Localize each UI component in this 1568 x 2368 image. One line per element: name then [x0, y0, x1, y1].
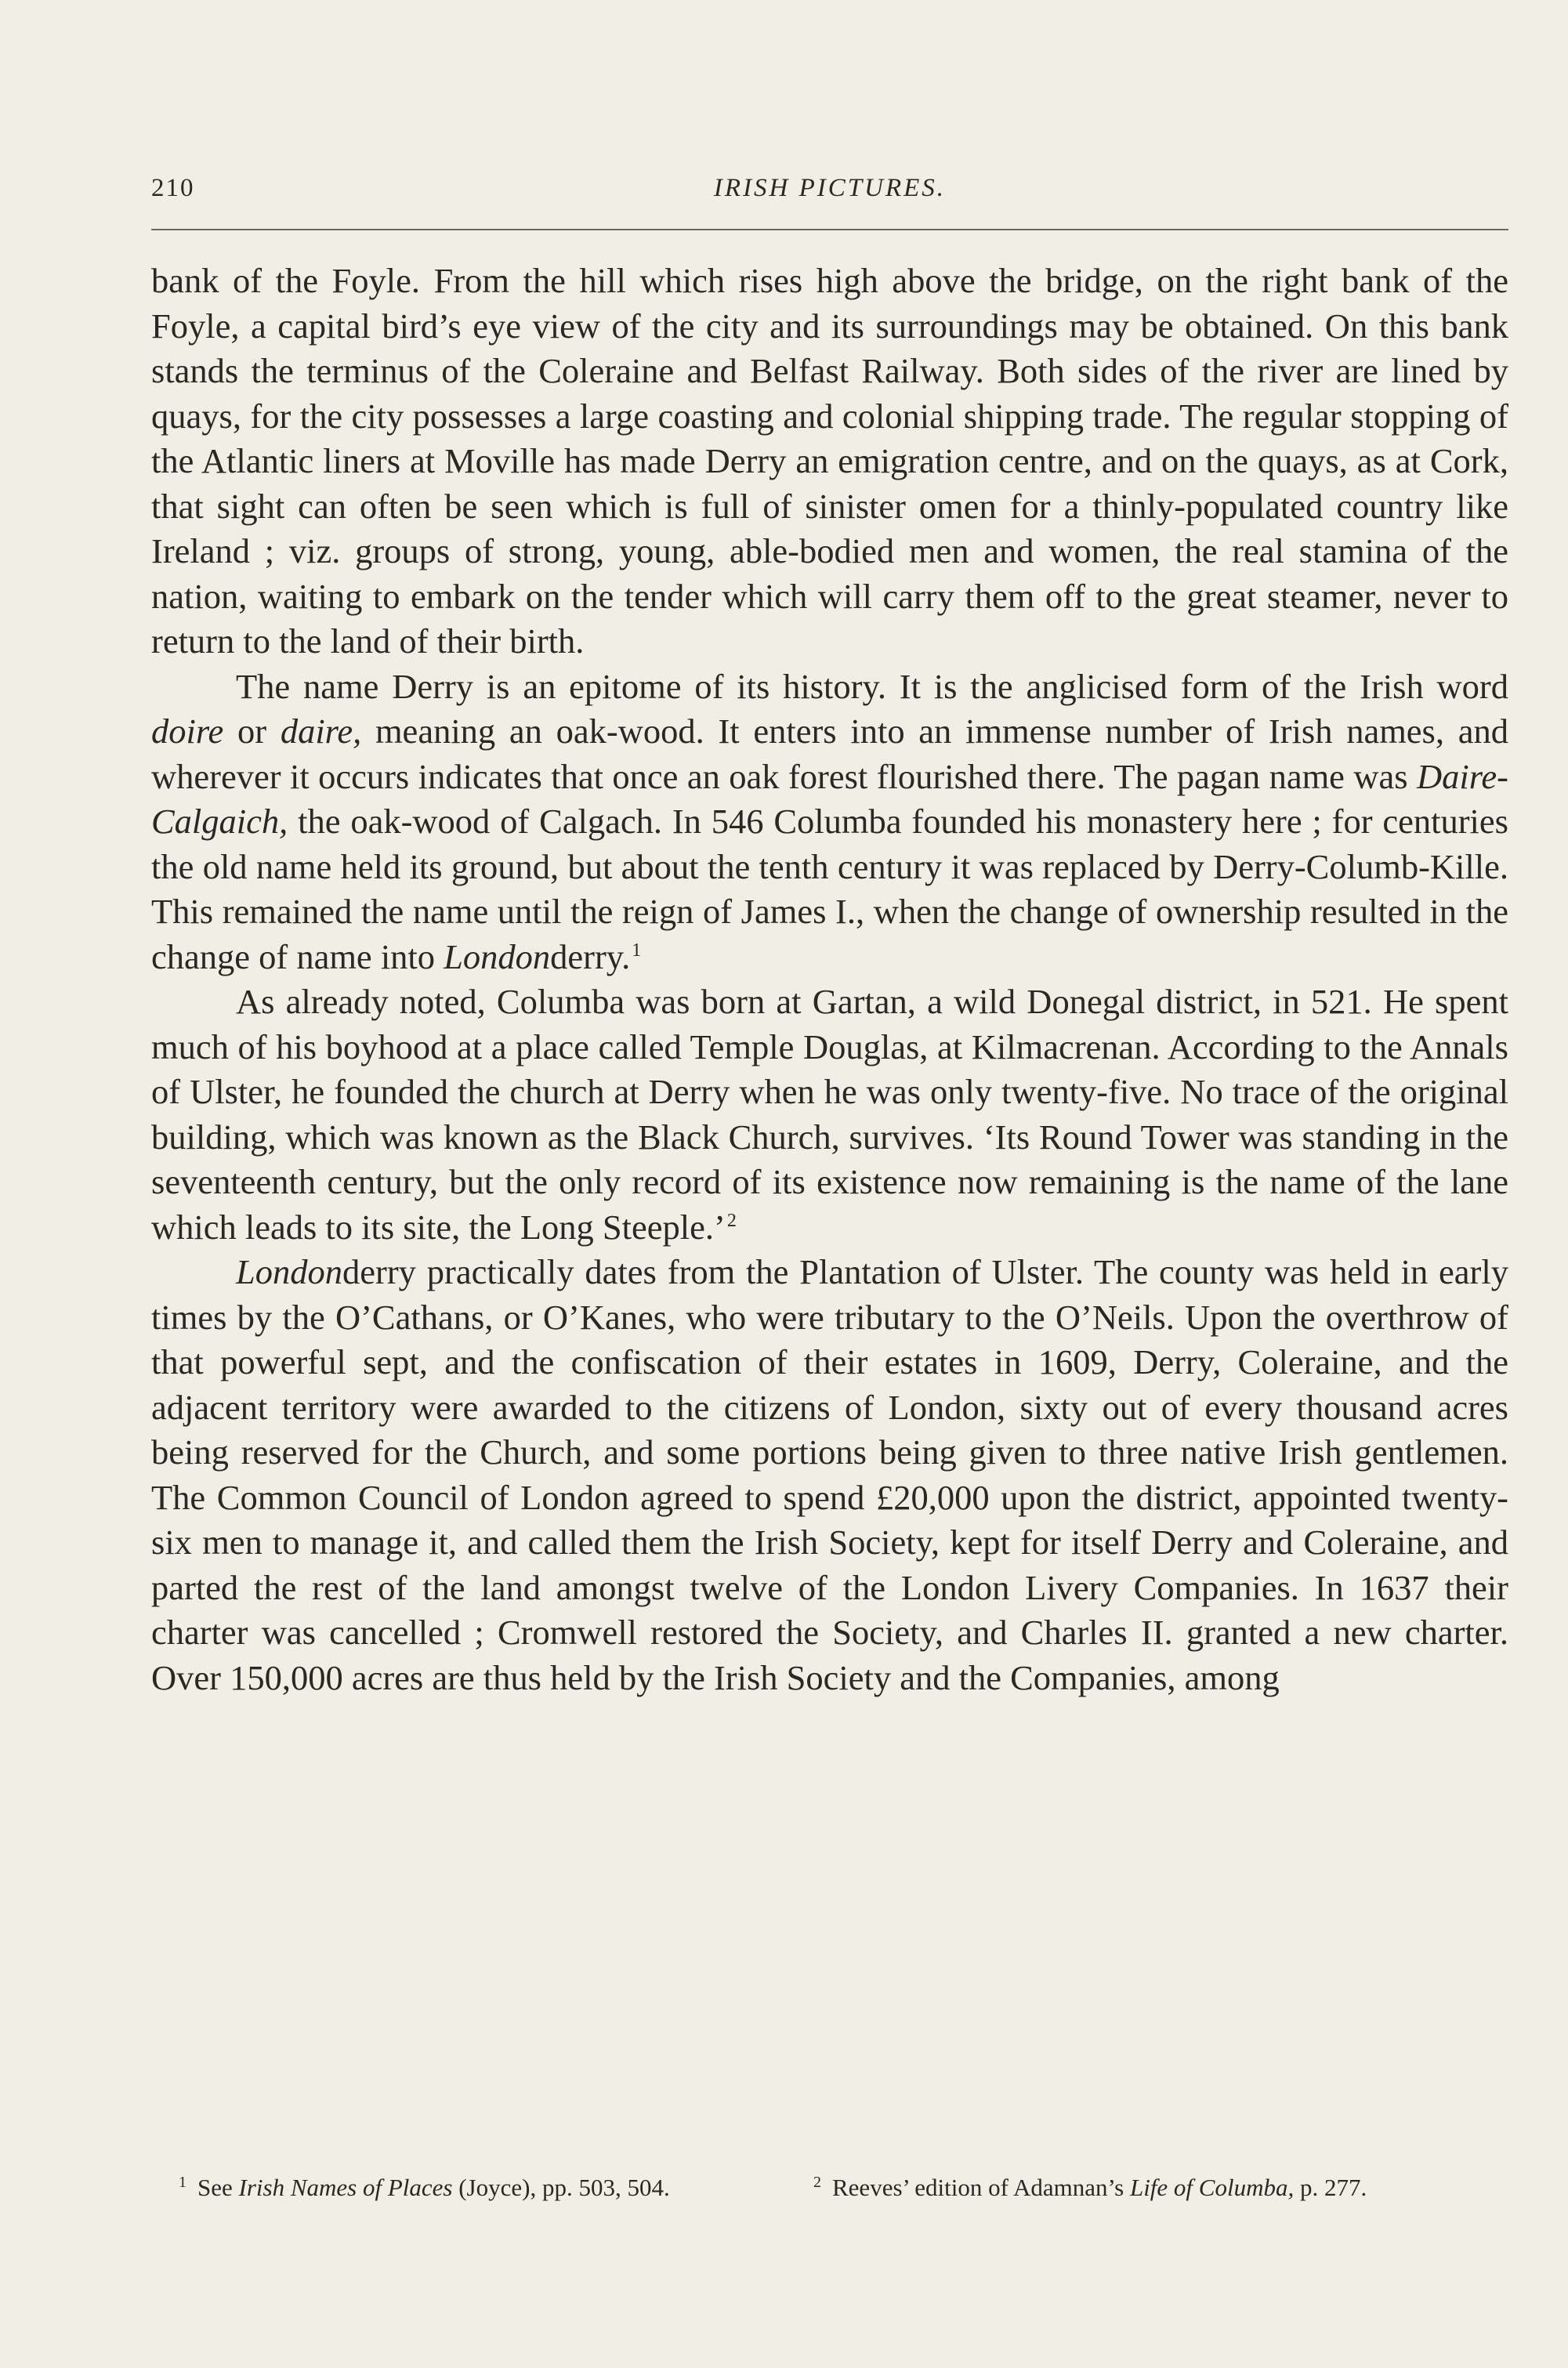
text-run: derry.	[550, 936, 631, 976]
body-text	[151, 259, 1508, 1700]
italic-text: daire,	[280, 711, 362, 751]
paragraph	[151, 259, 1508, 664]
text-run: meaning an oak-wood. It enters into an immense number of Irish names, and wherever it occurs indicates that once an oak forest flourished there. The pagan name was	[151, 711, 1508, 796]
footnote	[179, 2172, 670, 2203]
footnote-number: 1	[179, 2173, 186, 2191]
page-number: 210	[151, 174, 195, 202]
italic-text: Irish Names of Places	[238, 2174, 453, 2201]
italic-text: London	[444, 936, 551, 976]
italic-text: Daire-Calgaich,	[151, 756, 1508, 841]
footnote-number: 2	[813, 2173, 821, 2191]
footnote-reference: 2	[726, 1210, 737, 1231]
text-run: The name Derry is an epitome of its history. It is the anglicised form of the Irish word	[236, 666, 1508, 706]
footnote	[813, 2172, 1367, 2203]
text-run: Reeves’ edition of Adamnan’s	[832, 2174, 1130, 2201]
text-run: (Joyce), pp. 503, 504.	[452, 2174, 670, 2201]
header-rule	[151, 229, 1508, 230]
text-run: p. 277.	[1294, 2174, 1367, 2201]
paragraph	[151, 1250, 1508, 1700]
text-run: bank of the Foyle. From the hill which rises high above the bridge, on the right bank of the Foyle, a capital bird’s eye view of the city and its surroundings may be obtained. On this bank stands the terminus of the Coleraine and Belfast Railway. Both sides of the river are lined by quays, for the city possesses a large coasting and colonial shipping trade. The regular stopping of the Atlantic liners at Moville has made Derry an emigration centre, and on the quays, as at Cork, that sight can often be seen which is full of sinister omen for a thinly-populated country like Ireland ; viz. groups of strong, young, able-bodied men and women, the real stamina of the nation, waiting to embark on the tender which will carry them off to the great steamer, never to return to the land of their birth.	[151, 261, 1508, 661]
italic-text: London	[236, 1252, 342, 1291]
text-run: derry practically dates from the Plantation of Ulster. The county was held in early times by the O’Cathans, or O’Kanes, who were tributary to the O’Neils. Upon the overthrow of that powerful sept, and the confiscation of their estates in 1609, Derry, Coleraine, and the adjacent territory were awarded to the citizens of London, sixty out of every thousand acres being reserved for the Church, and some portions being given to three native Irish gentlemen. The Common Council of London agreed to spend £20,000 upon the district, appointed twenty-six men to manage it, and called them the Irish Society, kept for itself Derry and Coleraine, and parted the rest of the land amongst twelve of the London Livery Companies. In 1637 their charter was cancelled ; Cromwell restored the Society, and Charles II. granted a new charter. Over 150,000 acres are thus held by the Irish Society and the Companies, among	[151, 1252, 1508, 1697]
italic-text: doire	[151, 711, 224, 751]
paragraph	[151, 979, 1508, 1250]
running-head	[151, 174, 1508, 213]
text-run: the oak-wood of Calgach. In 546 Columba founded his monastery here ; for centuries the old name held its ground, but about the tenth century it was replaced by Derry-Columb-Kille. This remained the name until the reign of James I., when the change of ownership resulted in the change of name into	[151, 802, 1508, 976]
running-title: IRISH PICTURES.	[713, 174, 947, 202]
italic-text: Life of Columba,	[1129, 2174, 1295, 2201]
paragraph	[151, 664, 1508, 980]
text-run: See	[197, 2174, 239, 2201]
text-run: or	[223, 711, 281, 751]
footnotes	[179, 2172, 1508, 2211]
text-run: As already noted, Columba was born at Gartan, a wild Donegal district, in 521. He spent much of his boyhood at a place called Temple Douglas, at Kilmacrenan. According to the Annals of Ulster, he founded the church at Derry when he was only twenty-five. No trace of the original building, which was known as the Black Church, survives. ‘Its Round Tower was standing in the seventeenth century, but the only record of its existence now remaining is the name of the lane which leads to its site, the Long Steeple.’	[151, 982, 1508, 1247]
footnote-reference: 1	[632, 940, 642, 961]
